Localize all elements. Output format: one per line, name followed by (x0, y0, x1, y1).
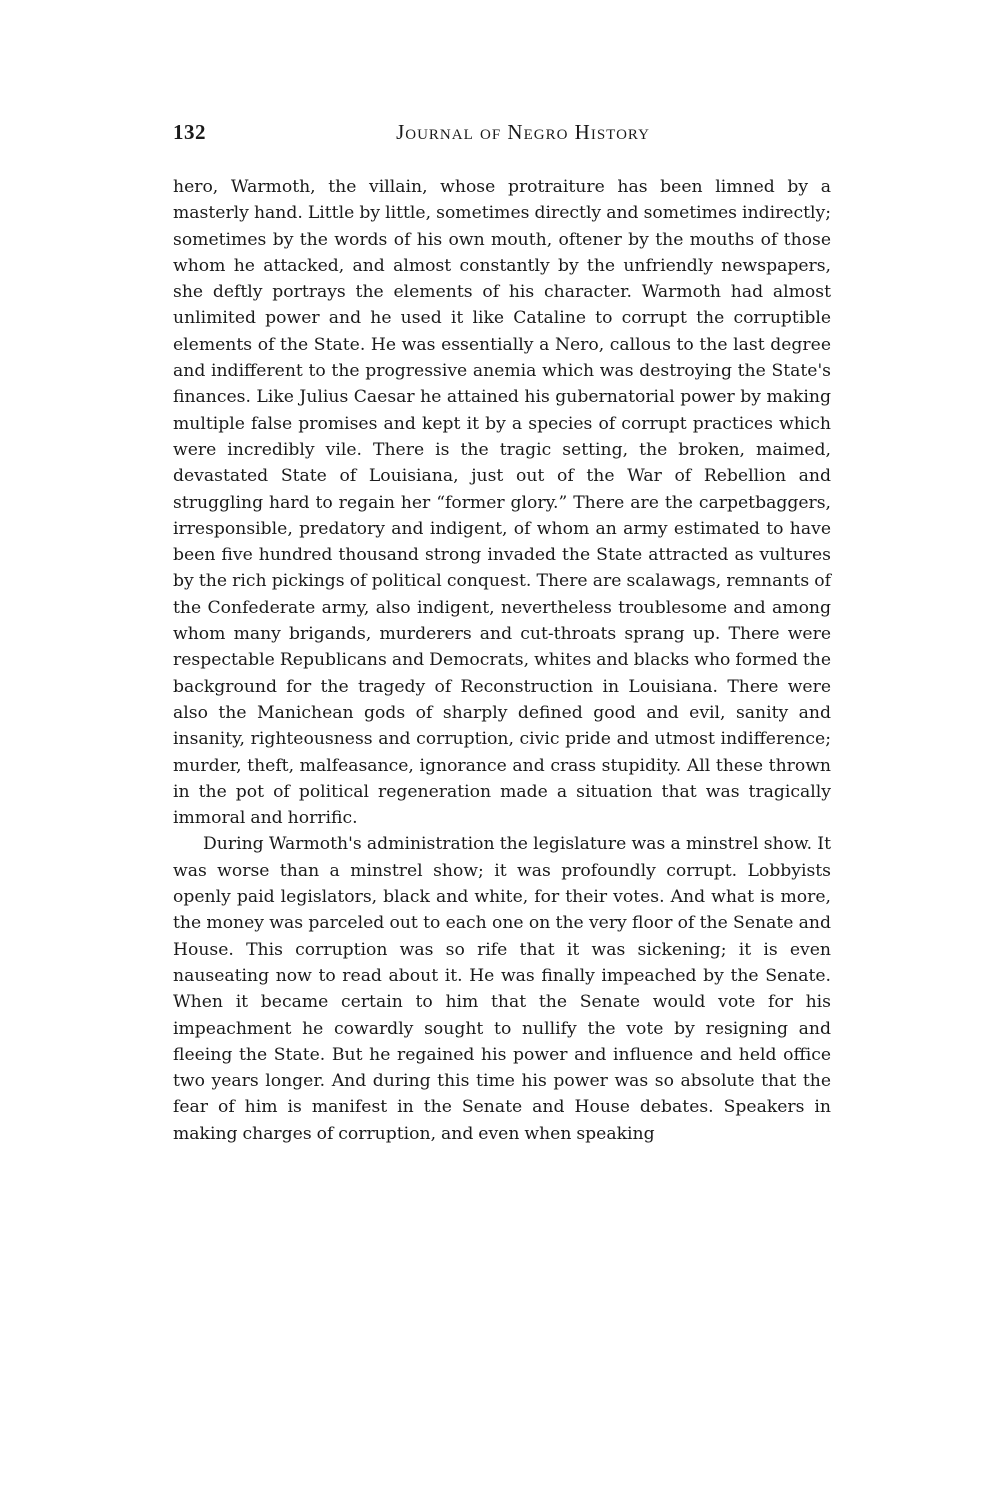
running-head (173, 118, 831, 152)
journal-title: Journal of Negro History (396, 120, 650, 144)
paragraph-continued: hero, Warmoth, the villain, whose protraiture has been limned by a masterly hand. Little by little, sometimes directly and sometimes indirectly; sometimes by the words of his own mouth, oftener by the mouths of those whom he attacked, and almost constantly by the unfriendly newspapers, she deftly portrays the elements of his character. Warmoth had almost unlimited power and he used it like Cataline to corrupt the corruptible elements of the State. He was essentially a Nero, callous to the last degree and indifferent to the progressive anemia which was destroying the State's finances. Like Julius Caesar he attained his gubernatorial power by making multiple false promises and kept it by a species of corrupt practices which were incredibly vile. There is the tragic setting, the broken, maimed, devastated State of Louisiana, just out of the War of Rebellion and struggling hard to regain her “former glory.” There are the carpetbaggers, irresponsible, predatory and indigent, of whom an army estimated to have been five hundred thousand strong invaded the State attracted as vultures by the rich pickings of political conquest. There are scalawags, remnants of the Confederate army, also indigent, nevertheless troublesome and among whom many brigands, murderers and cut-throats sprang up. There were respectable Republicans and Democrats, whites and blacks who formed the background for the tragedy of Reconstruction in Louisiana. There were also the Manichean gods of sharply defined good and evil, sanity and insanity, righteousness and corruption, civic pride and utmost indifference; murder, theft, malfeasance, ignorance and crass stupidity. All these thrown in the pot of political regeneration made a situation that was tragically immoral and horrific. (173, 177, 831, 829)
paragraph-warmoth-administration: During Warmoth's administration the legislature was a minstrel show. It was worse than a minstrel show; it was profoundly corrupt. Lobbyists openly paid legislators, black and white, for their votes. And what is more, the money was parceled out to each one on the very floor of the Senate and House. This corruption was so rife that it was sickening; it is even nauseating now to read about it. He was finally impeached by the Senate. When it became certain to him that the Senate would vote for his impeachment he cowardly sought to nullify the vote by resigning and fleeing the State. But he regained his power and influence and held office two years longer. And during this time his power was so absolute that the fear of him is manifest in the Senate and House debates. Speakers in making charges of corruption, and even when speaking (173, 834, 831, 1144)
article-body (173, 174, 831, 1147)
page-number: 132 (173, 120, 206, 144)
